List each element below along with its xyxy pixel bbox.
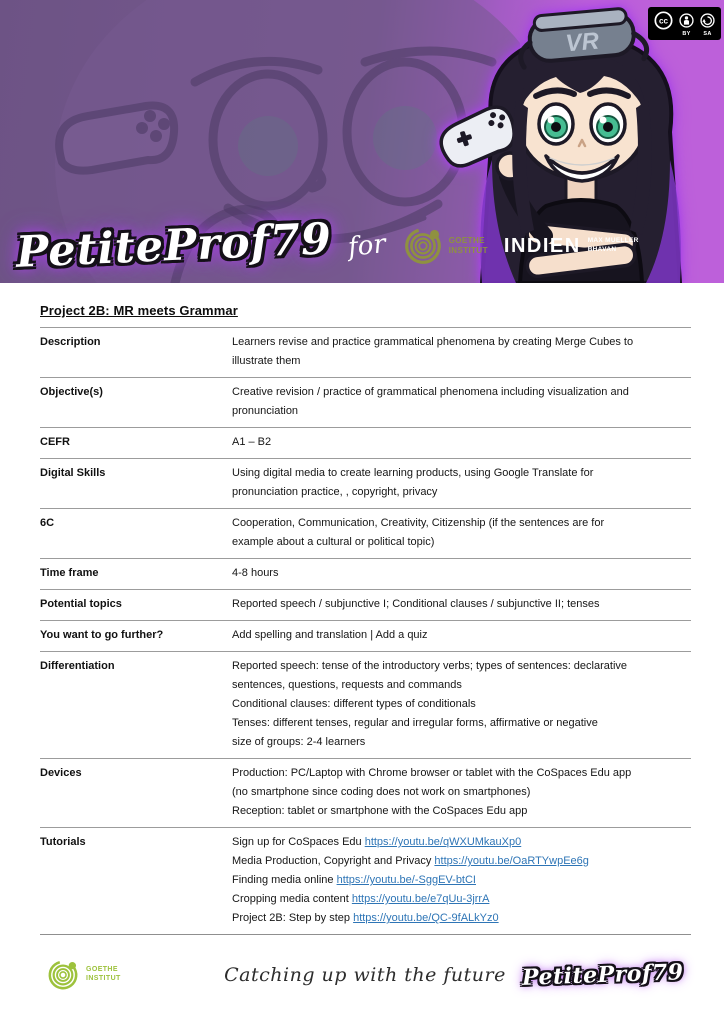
text-line — [232, 383, 691, 402]
table-row — [40, 589, 691, 620]
text-line — [232, 595, 691, 614]
footer-tagline: Catching up with the future — [224, 963, 506, 986]
region-sub-1: MAX MUELLER — [587, 237, 639, 245]
text-line — [232, 764, 691, 783]
text-line — [232, 333, 691, 352]
table-row — [40, 758, 691, 827]
text-line — [232, 733, 691, 752]
table-row — [40, 458, 691, 508]
text-segment: sentences, questions, requests and commands — [232, 679, 462, 691]
row-label: 6C — [40, 517, 55, 529]
region-sub-2: BHAVAN — [587, 246, 617, 253]
text-segment: 4-8 hours — [232, 567, 279, 579]
row-label: Description — [40, 336, 101, 348]
attribution-icon — [679, 13, 694, 28]
svg-text:cc: cc — [658, 16, 669, 26]
text-segment: Conditional clauses: different types of conditionals — [232, 698, 476, 710]
row-label: Potential topics — [40, 598, 122, 610]
text-segment: A1 – B2 — [232, 436, 272, 448]
row-content — [232, 464, 691, 502]
table-row — [40, 427, 691, 458]
table-row — [40, 827, 691, 934]
header-banner — [0, 0, 724, 283]
text-segment: pronunciation — [232, 405, 299, 417]
document-body — [0, 283, 724, 935]
tutorial-link[interactable]: https://youtu.be/QC-9fALkYz0 — [353, 912, 499, 924]
goethe-institut-logo-icon — [402, 225, 444, 267]
row-content — [232, 626, 691, 645]
footer-brand-logo: PetiteProf79 — [522, 958, 685, 991]
row-label: You want to go further? — [40, 629, 164, 641]
text-segment: size of groups: 2-4 learners — [232, 736, 366, 748]
text-line — [232, 564, 691, 583]
tutorial-link[interactable]: https://youtu.be/OaRTYwpEe6g — [434, 855, 589, 867]
text-line — [232, 533, 691, 552]
text-line — [232, 402, 691, 421]
text-segment: Reported speech: tense of the introductory verbs; types of sentences: declarative — [232, 660, 628, 672]
text-line — [232, 852, 691, 871]
text-segment: Creative revision / practice of grammatical phenomena including visualization and — [232, 386, 629, 398]
table-row — [40, 620, 691, 651]
text-line — [232, 909, 691, 928]
info-table — [40, 327, 691, 935]
text-line — [232, 783, 691, 802]
for-text: for — [346, 229, 388, 263]
text-segment: Cooperation, Communication, Creativity, Citizenship (if the sentences are for — [232, 517, 605, 529]
row-content — [232, 383, 691, 421]
text-line — [232, 514, 691, 533]
text-line — [232, 657, 691, 676]
goethe-institut-logo — [402, 225, 488, 267]
row-label: Devices — [40, 767, 82, 779]
row-content — [232, 833, 691, 928]
goethe-word-2: INSTITUT — [86, 974, 121, 982]
goethe-word-1: GOETHE — [448, 236, 485, 245]
tutorial-link[interactable]: https://youtu.be/-SggEV-btCI — [336, 874, 476, 886]
text-segment: Reception: tablet or smartphone with the CoSpaces Edu app — [232, 805, 528, 817]
table-row — [40, 651, 691, 758]
text-line — [232, 483, 691, 502]
license-sa-label: SA — [703, 31, 712, 37]
goethe-institut-logo-icon — [46, 958, 80, 992]
region-block — [504, 235, 639, 258]
cc-icon — [654, 11, 673, 30]
row-content — [232, 514, 691, 552]
goethe-word-2: INSTITUT — [448, 246, 488, 255]
text-segment: Tenses: different tenses, regular and irregular forms, affirmative or negative — [232, 717, 598, 729]
row-label: Tutorials — [40, 836, 86, 848]
document-title: Project 2B: MR meets Grammar — [40, 303, 238, 318]
text-segment: Cropping media content — [232, 893, 352, 905]
text-line — [232, 833, 691, 852]
text-segment: Reported speech / subjunctive I; Conditional clauses / subjunctive II; tenses — [232, 598, 600, 610]
table-row — [40, 558, 691, 589]
text-line — [232, 352, 691, 371]
license-badge — [648, 7, 721, 40]
row-content — [232, 764, 691, 821]
row-content — [232, 564, 691, 583]
share-alike-icon — [700, 13, 715, 28]
text-segment: Production: PC/Laptop with Chrome browser or tablet with the CoSpaces Edu app — [232, 767, 632, 779]
text-line — [232, 871, 691, 890]
text-segment: Add spelling and translation | Add a quiz — [232, 629, 428, 641]
brand-logo: PetiteProf79 — [15, 214, 333, 278]
text-segment: pronunciation practice, , copyright, privacy — [232, 486, 438, 498]
goethe-institut-logo-footer — [46, 958, 121, 992]
row-label: Digital Skills — [40, 467, 106, 479]
text-segment: Media Production, Copyright and Privacy — [232, 855, 435, 867]
text-segment: (no smartphone since coding does not work on smartphones) — [232, 786, 531, 798]
vr-headset-label: VR — [564, 27, 601, 58]
text-segment: Project 2B: Step by step — [232, 912, 354, 924]
text-segment: Finding media online — [232, 874, 337, 886]
text-line — [232, 714, 691, 733]
row-label: Time frame — [40, 567, 99, 579]
text-segment: Learners revise and practice grammatical phenomena by creating Merge Cubes to — [232, 336, 634, 348]
text-line — [232, 802, 691, 821]
text-line — [232, 626, 691, 645]
row-content — [232, 333, 691, 371]
page-footer — [0, 935, 724, 1024]
row-label: Differentiation — [40, 660, 115, 672]
row-content — [232, 433, 691, 452]
goethe-word-1: GOETHE — [86, 965, 118, 973]
row-content — [232, 657, 691, 752]
text-line — [232, 464, 691, 483]
region-name: INDIEN — [503, 234, 581, 257]
text-segment: Sign up for CoSpaces Edu — [232, 836, 365, 848]
text-line — [232, 695, 691, 714]
text-segment: Using digital media to create learning products, using Google Translate for — [232, 467, 594, 479]
table-row — [40, 327, 691, 377]
tutorial-link[interactable]: https://youtu.be/e7qUu-3jrrA — [351, 893, 490, 905]
brand-row — [15, 214, 639, 278]
row-label: Objective(s) — [40, 386, 103, 398]
text-line — [232, 890, 691, 909]
row-content — [232, 595, 691, 614]
text-segment: example about a cultural or political topic) — [232, 536, 435, 548]
tutorial-link[interactable]: https://youtu.be/qWXUMkauXp0 — [364, 836, 522, 848]
text-segment: illustrate them — [232, 355, 301, 367]
text-line — [232, 433, 691, 452]
table-row — [40, 377, 691, 427]
row-label: CEFR — [40, 436, 70, 448]
text-line — [232, 676, 691, 695]
table-row — [40, 508, 691, 558]
license-by-label: BY — [682, 31, 691, 37]
